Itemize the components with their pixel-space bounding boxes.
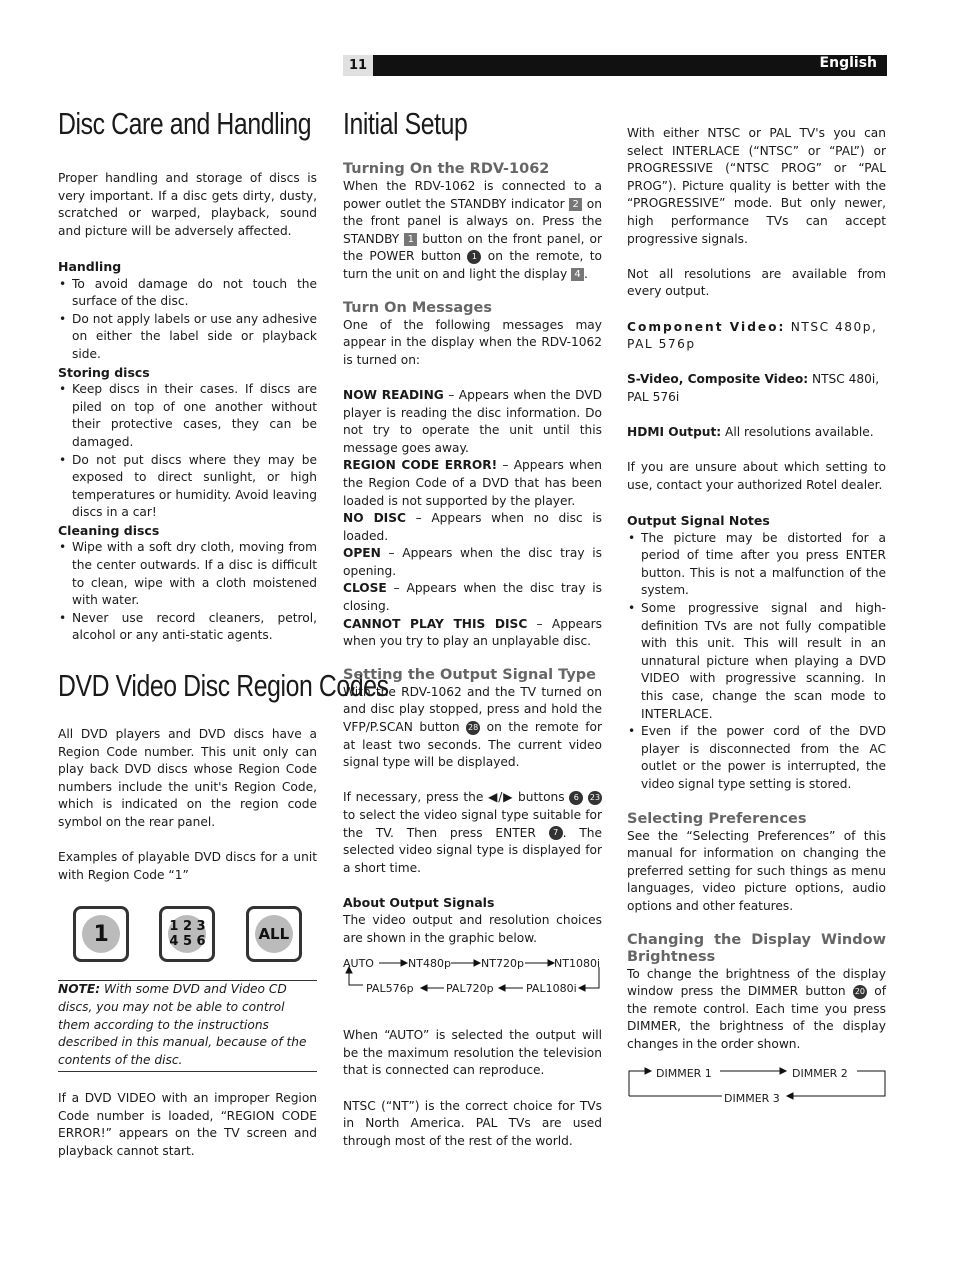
- message-close: [343, 580, 602, 615]
- language-label: English: [819, 55, 877, 71]
- unsure-paragraph: If you are unsure about which setting to use, contact your authorized Rotel dealer.: [627, 460, 886, 492]
- messages-intro: One of the following messages may appear in the display when the RDV-1062 is turned on:: [343, 317, 602, 367]
- output-notes-list: [627, 530, 886, 794]
- enter-button-icon: 7: [549, 826, 563, 840]
- handling-heading: Handling: [58, 258, 122, 274]
- region-logos: [58, 906, 317, 962]
- list-item: • Keep discs in their cases. If discs are piled on top of one another without their protective cases, they can be damaged.: [72, 381, 317, 451]
- output-flow-diagram: [343, 953, 602, 1013]
- term-key: S-Video, Composite Video:: [627, 372, 809, 387]
- turning-on-text: [343, 178, 602, 284]
- about-output-text: The video output and resolution choices are shown in the graphic below.: [343, 912, 602, 945]
- list-item: • Even if the power cord of the DVD player is disconnected from the AC outlet or the power is interrupted, the video signal type setting is stored.: [641, 723, 886, 793]
- text-run: . The selected video signal type is displayed for a short time.: [343, 825, 602, 875]
- list-item: • Never use record cleaners, petrol, alcohol or any anti-static agents.: [72, 610, 317, 645]
- flow-auto: AUTO: [343, 957, 374, 971]
- cleaning-heading: Cleaning discs: [58, 522, 160, 538]
- left-button-icon: 6: [569, 791, 583, 805]
- section-title-disc-care: Disc Care and Handling: [58, 106, 312, 141]
- dimmer-1: DIMMER 1: [654, 1065, 714, 1083]
- text-run: .: [584, 266, 588, 281]
- list-item: • Do not apply labels or use any adhesive on either the label side or playback side.: [72, 311, 317, 364]
- power-button-icon: 1: [467, 250, 481, 264]
- text-run: If necessary, press the ◀/▶ buttons: [343, 790, 570, 805]
- column-right: [627, 125, 886, 1104]
- vfp-button-icon: 28: [466, 721, 480, 735]
- dimmer-3: DIMMER 3: [722, 1090, 782, 1108]
- message-desc: – Appears when no disc is loaded.: [343, 511, 602, 543]
- storing-heading: Storing discs: [58, 364, 150, 380]
- dimmer-button-icon: 20: [853, 985, 867, 999]
- preferences-heading: Selecting Preferences: [627, 810, 807, 827]
- term-value: NTSC 480i, PAL 576i: [627, 372, 880, 404]
- note-label: NOTE:: [58, 982, 101, 997]
- message-key: CLOSE: [343, 581, 387, 596]
- term-key: HDMI Output:: [627, 425, 722, 440]
- output-signal-heading: Setting the Output Signal Type: [343, 666, 597, 683]
- text-run: of the remote control. Each time you press DIMMER, the brightness of the display changes in the order shown.: [627, 984, 886, 1051]
- region-multi-logo: [159, 906, 215, 962]
- list-item: • Wipe with a soft dry cloth, moving from the center outwards. If a disc is difficult to clean, wipe with a cloth moistened with water.: [72, 539, 317, 609]
- message-key: NOW READING: [343, 387, 444, 402]
- column-middle: [343, 105, 602, 1150]
- message-now-reading: [343, 387, 602, 457]
- message-region-error: [343, 457, 602, 510]
- text-run: To change the brightness of the display window press the DIMMER button: [627, 966, 886, 999]
- region-paragraph-3: If a DVD VIDEO with an improper Region Code number is loaded, “REGION CODE ERROR!” appears on the TV screen and playback cannot start.: [58, 1090, 317, 1158]
- turning-on-heading: Turning On the RDV-1062: [343, 161, 550, 177]
- disc-care-intro: Proper handling and storage of discs is very important. If a disc gets dirty, dusty, scratched or warped, playback, sound and picture will be adversely affected.: [58, 171, 317, 238]
- output-notes-heading: Output Signal Notes: [627, 513, 770, 529]
- flow-nt480p: NT480p: [408, 957, 451, 971]
- ntsc-paragraph: NTSC (“NT”) is the correct choice for TVs in North America. PAL TVs are used through most of the rest of the world.: [343, 1098, 602, 1148]
- region-1-logo: [73, 906, 129, 962]
- region-multi-label: 1 2 3 4 5 6: [168, 915, 206, 953]
- text-run: on the remote, to turn the unit on and light the display: [343, 249, 602, 281]
- message-open: [343, 545, 602, 580]
- list-item: • Do not put discs where they may be exposed to direct sunlight, or high temperatures or humidity. Avoid leaving discs in a car!: [72, 452, 317, 522]
- messages-heading: Turn On Messages: [343, 299, 492, 316]
- flow-nt1080i: NT1080i: [554, 957, 600, 971]
- text-run: on the front panel is always on. Press the STANDBY: [343, 196, 602, 246]
- output-signal-text-1: [343, 684, 602, 772]
- region-paragraph-2: Examples of playable DVD discs for a unit with Region Code “1”: [58, 850, 317, 882]
- handling-list: [58, 276, 317, 364]
- message-desc: – Appears when the disc tray is opening.: [343, 546, 602, 578]
- page-number: 11: [343, 55, 373, 76]
- text-run: With the RDV-1062 and the TV turned on and disc play stopped, press and hold the VFP/P.SCAN button: [343, 684, 602, 735]
- about-output-heading: About Output Signals: [343, 895, 495, 911]
- text-run: to select the video signal type suitable for the TV. Then press ENTER: [343, 808, 602, 840]
- list-item: • To avoid damage do not touch the surface of the disc.: [72, 276, 317, 311]
- message-no-disc: [343, 510, 602, 545]
- region-all-label: ALL: [255, 915, 293, 953]
- auto-paragraph: When “AUTO” is selected the output will be the maximum resolution the television that is connected can reproduce.: [343, 1028, 602, 1078]
- flow-pal576p: PAL576p: [366, 982, 414, 996]
- note-text: With some DVD and Video CD discs, you may not be able to control them according to the instructions described in this manual, because of the contents of the disc.: [58, 982, 307, 1067]
- component-video-line: [627, 319, 886, 354]
- standby-button-icon: 1: [404, 233, 417, 246]
- page-header-bar: [343, 55, 887, 76]
- hdmi-line: [627, 424, 886, 442]
- flow-nt720p: NT720p: [481, 957, 524, 971]
- message-key: NO DISC: [343, 511, 406, 526]
- dimmer-flow-diagram: [627, 1064, 886, 1104]
- term-value: NTSC 480p, PAL 576p: [627, 319, 878, 352]
- resolutions-paragraph: Not all resolutions are available from every output.: [627, 266, 886, 299]
- text-run: button on the front panel, or the POWER button: [343, 231, 602, 264]
- cleaning-list: [58, 539, 317, 645]
- display-icon: 4: [571, 268, 584, 281]
- term-key: Component Video:: [627, 319, 786, 334]
- standby-indicator-icon: 2: [569, 198, 582, 211]
- region-1-label: 1: [82, 915, 120, 953]
- text-run: on the remote for at least two seconds. The current video signal type will be displayed.: [343, 720, 602, 770]
- message-cannot-play: [343, 616, 602, 651]
- term-value: All resolutions available.: [721, 425, 874, 440]
- brightness-heading: Changing the Display Window Brightness: [627, 931, 886, 965]
- right-button-icon: 23: [588, 791, 602, 805]
- ntsc-pal-paragraph: With either NTSC or PAL TV's you can select INTERLACE (“NTSC” or “PAL”) or PROGRESSIVE (“NTSC PROG” or “PAL PROG”). Picture quality is better with the “PROGRESSIVE” mode. But only newer, high performance TVs can accept progressive signals.: [627, 126, 886, 246]
- dimmer-2: DIMMER 2: [790, 1065, 850, 1083]
- message-key: REGION CODE ERROR!: [343, 458, 498, 473]
- message-key: CANNOT PLAY THIS DISC: [343, 616, 528, 631]
- message-desc: – Appears when you try to play an unplayable disc.: [343, 616, 602, 649]
- brightness-text: [627, 966, 886, 1054]
- region-paragraph-1: All DVD players and DVD discs have a Region Code number. This unit only can play back DVD discs whose Region Code numbers include the unit's Region Code, which is indicated on the region code symbol on the rear panel.: [58, 727, 317, 829]
- text-run: When the RDV-1062 is connected to a power outlet the STANDBY indicator: [343, 179, 602, 211]
- section-title-region-codes: DVD Video Disc Region Codes: [58, 668, 389, 704]
- preferences-text: See the “Selecting Preferences” of this manual for information on changing the preferred setting for such things as menu languages, video picture options, audio options and other features.: [627, 828, 886, 913]
- list-item: • Some progressive signal and high-definition TVs are not fully compatible with this unit. This will result in an unnatural picture when playing a DVD VIDEO with progressive scanning. In this case, change the scan mode to INTERLACE.: [641, 600, 886, 723]
- message-desc: – Appears when the disc tray is closing.: [343, 581, 602, 614]
- storing-list: [58, 381, 317, 522]
- output-signal-text-2: [343, 789, 602, 877]
- section-title-initial-setup: Initial Setup: [343, 106, 468, 141]
- flow-pal1080i: PAL1080i: [526, 982, 577, 996]
- message-desc: – Appears when the DVD player is reading the disc information. Do not try to operate the unit until this message goes away.: [343, 387, 602, 455]
- region-all-logo: [246, 906, 302, 962]
- svideo-line: [627, 371, 886, 406]
- message-key: OPEN: [343, 546, 381, 561]
- note-box: [58, 980, 317, 1072]
- list-item: • The picture may be distorted for a period of time after you press ENTER button. This is not a malfunction of the system.: [641, 530, 886, 600]
- message-desc: – Appears when the Region Code of a DVD that has been loaded is not supported by the player.: [343, 458, 602, 508]
- flow-pal720p: PAL720p: [446, 982, 494, 996]
